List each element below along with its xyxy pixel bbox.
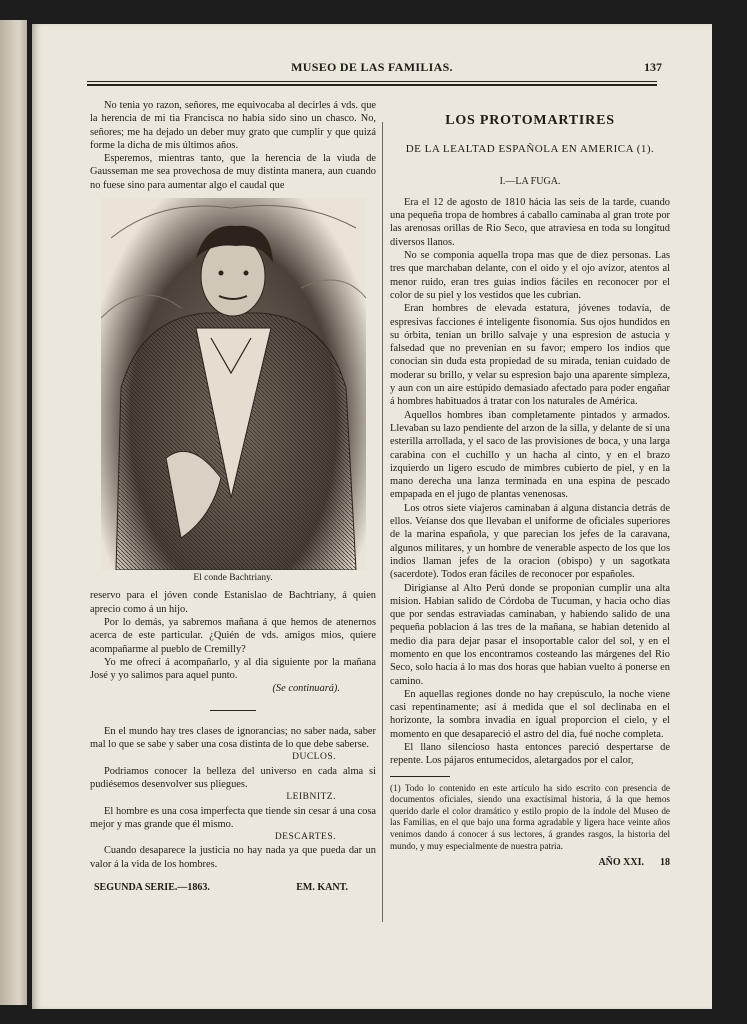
series-label: SEGUNDA SERIE.—1863. [94, 882, 210, 894]
paragraph: En aquellas regiones donde no hay crepúsculo, la noche viene casi repentinamente; así á medida que el sol declinaba en el horizonte, la sombra invadia en igual proporcion el cielo, y el momento en que desapareció el astro del dia, fué noche completa. [390, 688, 670, 740]
section-heading: I.—LA FUGA. [499, 175, 561, 187]
paragraph: Esperemos, mientras tanto, que la herencia de la viuda de Gausseman me sea provechosa de muy distinta manera, aun cuando no fuese sino para aumentar algo el caudal que [90, 153, 376, 191]
header-rule-thick [87, 84, 657, 86]
quote-text: Cuando desaparece la justicia no hay nada ya que pueda dar un valor á la vida de los hombres. [90, 845, 376, 870]
paragraph: reservo para el jóven conde Estanislao de Bachtriany, á quien aprecio como á un hijo. [90, 590, 376, 615]
paragraph: Dirigianse al Alto Perú donde se proponian cumplir una alta mision. Habian salido de Córdoba de Tucuman, y hacia ocho dias que por sendas estraviadas caminaban, y habiendo salido de una pequeña poblacion á las tres de la mañana, se habian detenido al medio dia para dejar pasar el insoportable calor del sol, y en el momento en que los encontramos costeando las márgenes del Rio Seco, solo hacia á lo mas dos horas que habian vuelto á ponerse en camino. [390, 582, 670, 687]
paragraph: No tenia yo razon, señores, me equivocaba al decirles á vds. que la herencia de mi tia Francisca no habia sido sino un chasco. No, señores; me ha dejado un deber muy grato que cumplir y que quizá forme la dicha de mis últimos años. [90, 100, 376, 151]
right-column [390, 110, 670, 870]
paragraph: Aquellos hombres iban completamente pintados y armados. Llevaban su lazo pendiente del arzon de la silla, y delante de sí una esterilla arrollada, y el saco de las provisiones de boca, y una larga carabina con el cuchillo y un hacha al cinto, y en el brazo izquierdo un ligero escudo de mimbres cubierto de piel, y en la mano derecha una lanza terminada en una espina de pescado empapada en el jugo de plantas venenosas. [390, 409, 670, 501]
running-title: MUSEO DE LAS FAMILIAS. [291, 60, 453, 74]
article-subtitle: DE LA LEALTAD ESPAÑOLA EN AMERICA (1). [405, 143, 655, 156]
column-divider [382, 122, 383, 922]
right-footer [390, 856, 670, 869]
page-number: 137 [644, 60, 662, 74]
left-column [90, 99, 376, 894]
section-separator [210, 710, 256, 711]
paragraph: Eran hombres de elevada estatura, jóvenes todavía, de espresivas facciones é inteligente fisonomía. Sus ojos hundidos en su órbita, tenian un brillo salvaje y una espresion de astucia y falsedad que no prevenian en su favor; empero los indios que conocian sin duda esta propiedad de su mirada, tenian cuidado de moderar su brillo, y velar su espresion bajo una aparente simpleza, y aun con un aire estúpido demasiado afectado para poder engañar á hombres habituados á tratar con los naturales de América. [390, 303, 670, 408]
quote-author: DUCLOS. [292, 752, 336, 763]
paragraph: No se componia aquella tropa mas que de diez personas. Las tres que marchaban delante, con el oido y el ojo avizor, atentos al menor ruido, eran tres guias indios fáciles en reconocer por el color de su piel y los vestidos que les cubrian. [390, 250, 670, 301]
quote-author: LEIBNITZ. [286, 792, 336, 803]
facing-page-edge [0, 20, 27, 1005]
paragraph: Yo me ofrecí á acompañarlo, y al dia siguiente por la mañana José y yo salimos para aquel punto. [90, 656, 376, 682]
continuation-note: (Se continuará). [272, 683, 340, 695]
left-footer [90, 881, 376, 894]
paragraph: Era el 12 de agosto de 1810 hácia las seis de la tarde, cuando una pequeña tropa de hombres á caballo caminaba al gran trote por las arenosas orillas de Rio Seco, que atraviesa en toda su longitud diversos llanos. [390, 196, 670, 248]
quote-text: En el mundo hay tres clases de ignorancias; no saber nada, saber mal lo que se sabe y saber una cosa distinta de lo que debe saberse. [90, 725, 376, 751]
article-title: LOS PROTOMARTIRES [445, 113, 615, 128]
footnote [390, 783, 670, 853]
footnote-text: (1) Todo lo contenido en este artículo ha sido escrito con presencia de documentos oficiales, siendo una exactísimal historia, á la que hemos querido darle el color dramático y estilo propio de la índole del Museo de las Familias, en el que bajo una forma agradable y ligera hace veinte años venimos dando á conocer á sus lectores, á grandes rasgos, la historia del mundo, y muy especialmente de nuestra patria. [390, 782, 670, 851]
quote-author: EM. KANT. [296, 882, 348, 894]
footnote-rule [390, 776, 450, 777]
quote-text: El hombre es una cosa imperfecta que tiende sin cesar á una cosa mejor y mas grande que él mismo. [90, 805, 376, 830]
magazine-page [32, 24, 712, 1009]
quote-author: DESCARTES. [274, 832, 336, 843]
sheet-number: 18 [660, 857, 670, 869]
portrait-illustration [101, 198, 366, 570]
header-rule [87, 81, 657, 82]
image-caption: El conde Bachtriany. [193, 573, 273, 584]
quote-text: Podriamos conocer la belleza del universo en cada alma si pudiésemos desenvolver sus pliegues. [90, 765, 376, 790]
portrait-engraving [101, 198, 366, 570]
paragraph: El llano silencioso hasta entonces pareció despertarse de repente. Los pájaros entumecidos, aletargados por el calor, [390, 742, 670, 767]
year-label: AÑO XXI. [598, 857, 644, 869]
paragraph: Los otros siete viajeros caminaban á alguna distancia detrás de ellos. Veíanse dos que llevaban el uniforme de oficiales superiores de la marina española, y que parecian los jefes de la caravana, algunos militares, y un hombre de venerable aspecto de los que los indios llaman jefes de la oracion (obispo) y un sagotkata (sacerdote). Todos eran fáciles de reconocer por españoles. [390, 502, 670, 581]
paragraph: Por lo demás, ya sabremos mañana á que hemos de atenernos acerca de este particular. ¿Quién de vds. amigos mios, quiere acompañarme al pueblo de Cremilly? [90, 616, 376, 655]
running-header [72, 60, 672, 78]
